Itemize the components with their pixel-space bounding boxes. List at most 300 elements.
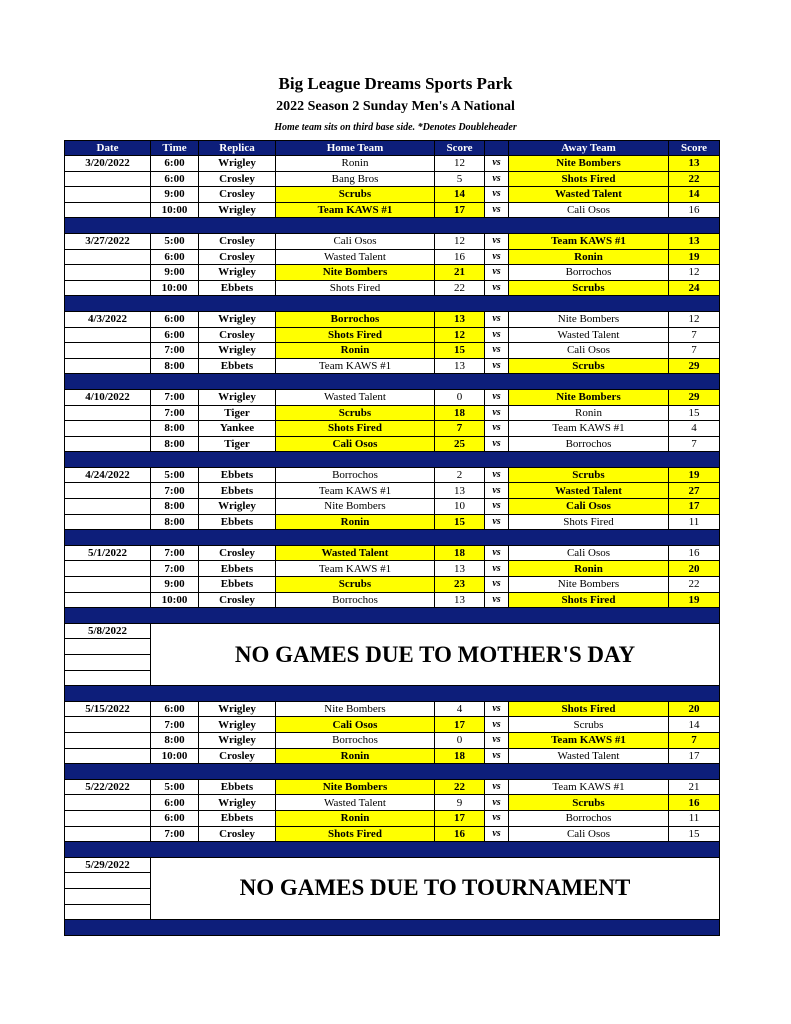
game-time: 7:00 xyxy=(151,717,199,733)
game-time: 10:00 xyxy=(151,202,199,218)
away-score: 16 xyxy=(669,795,720,811)
game-date xyxy=(65,717,151,733)
game-replica-field: Wrigley xyxy=(199,499,276,515)
vs-label: vs xyxy=(485,343,509,359)
game-date xyxy=(65,732,151,748)
game-time: 7:00 xyxy=(151,405,199,421)
vs-label: vs xyxy=(485,810,509,826)
game-row xyxy=(65,483,720,499)
game-time: 8:00 xyxy=(151,436,199,452)
away-score: 16 xyxy=(669,545,720,561)
column-header: Score xyxy=(669,141,720,156)
game-time: 5:00 xyxy=(151,779,199,795)
game-replica-field: Ebbets xyxy=(199,514,276,530)
game-date xyxy=(65,639,151,655)
game-row xyxy=(65,732,720,748)
game-row xyxy=(65,265,720,281)
week-separator xyxy=(65,764,720,780)
game-replica-field: Crosley xyxy=(199,187,276,203)
home-team: Scrubs xyxy=(276,405,435,421)
game-time: 8:00 xyxy=(151,514,199,530)
away-team: Nite Bombers xyxy=(509,577,669,593)
game-replica-field: Crosley xyxy=(199,249,276,265)
game-date xyxy=(65,421,151,437)
away-team: Ronin xyxy=(509,249,669,265)
home-team: Borrochos xyxy=(276,732,435,748)
home-score: 17 xyxy=(435,717,485,733)
vs-label: vs xyxy=(485,405,509,421)
home-team: Shots Fired xyxy=(276,280,435,296)
game-row xyxy=(65,795,720,811)
away-team: Cali Osos xyxy=(509,343,669,359)
game-time: 6:00 xyxy=(151,171,199,187)
game-date: 5/1/2022 xyxy=(65,545,151,561)
game-time: 6:00 xyxy=(151,156,199,172)
game-date xyxy=(65,904,151,920)
separator-bar xyxy=(65,374,720,390)
game-time: 6:00 xyxy=(151,795,199,811)
column-header: Score xyxy=(435,141,485,156)
home-score: 13 xyxy=(435,311,485,327)
away-score: 14 xyxy=(669,187,720,203)
vs-label: vs xyxy=(485,561,509,577)
game-replica-field: Wrigley xyxy=(199,701,276,717)
game-date xyxy=(65,187,151,203)
home-team: Borrochos xyxy=(276,311,435,327)
week-separator xyxy=(65,296,720,312)
away-score: 13 xyxy=(669,233,720,249)
game-time: 5:00 xyxy=(151,467,199,483)
game-date xyxy=(65,655,151,671)
away-score: 13 xyxy=(669,156,720,172)
home-score: 16 xyxy=(435,826,485,842)
home-score: 0 xyxy=(435,732,485,748)
away-score: 11 xyxy=(669,514,720,530)
away-team: Wasted Talent xyxy=(509,483,669,499)
home-team: Shots Fired xyxy=(276,826,435,842)
game-time: 8:00 xyxy=(151,732,199,748)
game-date xyxy=(65,265,151,281)
game-date: 4/3/2022 xyxy=(65,311,151,327)
away-score: 7 xyxy=(669,436,720,452)
game-time: 7:00 xyxy=(151,343,199,359)
away-score: 17 xyxy=(669,499,720,515)
vs-label: vs xyxy=(485,483,509,499)
home-score: 13 xyxy=(435,592,485,608)
vs-label: vs xyxy=(485,701,509,717)
away-team: Scrubs xyxy=(509,358,669,374)
vs-label: vs xyxy=(485,389,509,405)
home-team: Borrochos xyxy=(276,467,435,483)
home-team: Wasted Talent xyxy=(276,389,435,405)
game-time: 6:00 xyxy=(151,701,199,717)
game-replica-field: Crosley xyxy=(199,545,276,561)
game-date xyxy=(65,810,151,826)
game-replica-field: Ebbets xyxy=(199,358,276,374)
vs-label: vs xyxy=(485,187,509,203)
week-separator xyxy=(65,374,720,390)
away-team: Shots Fired xyxy=(509,171,669,187)
home-score: 13 xyxy=(435,483,485,499)
vs-label: vs xyxy=(485,732,509,748)
game-row xyxy=(65,810,720,826)
vs-label: vs xyxy=(485,826,509,842)
home-score: 12 xyxy=(435,233,485,249)
game-replica-field: Crosley xyxy=(199,327,276,343)
home-team: Shots Fired xyxy=(276,421,435,437)
vs-label: vs xyxy=(485,592,509,608)
vs-label: vs xyxy=(485,202,509,218)
game-date xyxy=(65,343,151,359)
game-date xyxy=(65,171,151,187)
game-date xyxy=(65,795,151,811)
game-time: 6:00 xyxy=(151,249,199,265)
game-date: 5/29/2022 xyxy=(65,857,151,873)
week-separator xyxy=(65,686,720,702)
week-separator xyxy=(65,842,720,858)
away-score: 16 xyxy=(669,202,720,218)
home-team: Nite Bombers xyxy=(276,701,435,717)
home-team: Wasted Talent xyxy=(276,249,435,265)
game-row xyxy=(65,405,720,421)
game-time: 10:00 xyxy=(151,748,199,764)
away-team: Team KAWS #1 xyxy=(509,732,669,748)
away-team: Cali Osos xyxy=(509,202,669,218)
away-score: 17 xyxy=(669,748,720,764)
game-time: 9:00 xyxy=(151,187,199,203)
game-row xyxy=(65,343,720,359)
away-score: 20 xyxy=(669,701,720,717)
away-score: 19 xyxy=(669,249,720,265)
home-team: Scrubs xyxy=(276,187,435,203)
away-score: 24 xyxy=(669,280,720,296)
page-title: Big League Dreams Sports Park xyxy=(278,74,513,93)
game-replica-field: Tiger xyxy=(199,405,276,421)
vs-label: vs xyxy=(485,327,509,343)
vs-label: vs xyxy=(485,779,509,795)
game-replica-field: Ebbets xyxy=(199,561,276,577)
game-time: 10:00 xyxy=(151,280,199,296)
home-team: Shots Fired xyxy=(276,327,435,343)
away-team: Shots Fired xyxy=(509,592,669,608)
vs-label: vs xyxy=(485,156,509,172)
vs-label: vs xyxy=(485,748,509,764)
away-team: Wasted Talent xyxy=(509,187,669,203)
notice-row xyxy=(65,623,720,639)
away-score: 4 xyxy=(669,421,720,437)
away-score: 12 xyxy=(669,265,720,281)
home-score: 7 xyxy=(435,421,485,437)
column-header: Time xyxy=(151,141,199,156)
game-date xyxy=(65,514,151,530)
vs-label: vs xyxy=(485,421,509,437)
home-score: 12 xyxy=(435,327,485,343)
game-date xyxy=(65,483,151,499)
game-date xyxy=(65,249,151,265)
home-score: 13 xyxy=(435,561,485,577)
vs-label: vs xyxy=(485,795,509,811)
game-replica-field: Ebbets xyxy=(199,467,276,483)
game-date xyxy=(65,405,151,421)
away-team: Nite Bombers xyxy=(509,311,669,327)
game-replica-field: Ebbets xyxy=(199,483,276,499)
table-header-row xyxy=(65,141,720,156)
game-time: 7:00 xyxy=(151,545,199,561)
vs-label: vs xyxy=(485,249,509,265)
home-score: 25 xyxy=(435,436,485,452)
game-date: 5/15/2022 xyxy=(65,701,151,717)
away-score: 27 xyxy=(669,483,720,499)
game-replica-field: Wrigley xyxy=(199,732,276,748)
home-team: Scrubs xyxy=(276,577,435,593)
vs-label: vs xyxy=(485,311,509,327)
game-date xyxy=(65,499,151,515)
game-replica-field: Wrigley xyxy=(199,795,276,811)
away-score: 19 xyxy=(669,592,720,608)
vs-label: vs xyxy=(485,280,509,296)
game-replica-field: Wrigley xyxy=(199,717,276,733)
game-row xyxy=(65,514,720,530)
column-header xyxy=(485,141,509,156)
home-score: 10 xyxy=(435,499,485,515)
schedule-table xyxy=(64,140,720,936)
game-replica-field: Wrigley xyxy=(199,311,276,327)
away-team: Scrubs xyxy=(509,717,669,733)
game-row xyxy=(65,499,720,515)
separator-bar xyxy=(65,296,720,312)
home-score: 13 xyxy=(435,358,485,374)
week-separator xyxy=(65,218,720,234)
separator-bar xyxy=(65,530,720,546)
game-replica-field: Crosley xyxy=(199,748,276,764)
away-score: 22 xyxy=(669,577,720,593)
game-row xyxy=(65,156,720,172)
game-row xyxy=(65,545,720,561)
week-separator xyxy=(65,920,720,936)
game-time: 8:00 xyxy=(151,421,199,437)
home-team: Team KAWS #1 xyxy=(276,561,435,577)
home-score: 22 xyxy=(435,779,485,795)
game-time: 5:00 xyxy=(151,233,199,249)
page-subtitle: 2022 Season 2 Sunday Men's A National xyxy=(276,99,515,114)
game-row xyxy=(65,436,720,452)
game-date: 5/22/2022 xyxy=(65,779,151,795)
home-score: 23 xyxy=(435,577,485,593)
vs-label: vs xyxy=(485,233,509,249)
away-team: Ronin xyxy=(509,405,669,421)
game-row xyxy=(65,577,720,593)
game-row xyxy=(65,187,720,203)
game-replica-field: Crosley xyxy=(199,826,276,842)
game-row xyxy=(65,826,720,842)
home-score: 2 xyxy=(435,467,485,483)
home-team: Ronin xyxy=(276,810,435,826)
game-row xyxy=(65,202,720,218)
game-date xyxy=(65,561,151,577)
game-date xyxy=(65,202,151,218)
vs-label: vs xyxy=(485,577,509,593)
game-date xyxy=(65,592,151,608)
home-score: 15 xyxy=(435,343,485,359)
vs-label: vs xyxy=(485,514,509,530)
game-date xyxy=(65,888,151,904)
home-team: Team KAWS #1 xyxy=(276,483,435,499)
vs-label: vs xyxy=(485,358,509,374)
game-date: 3/20/2022 xyxy=(65,156,151,172)
week-separator xyxy=(65,452,720,468)
notice-row xyxy=(65,857,720,873)
home-team: Cali Osos xyxy=(276,436,435,452)
game-row xyxy=(65,233,720,249)
home-team: Wasted Talent xyxy=(276,545,435,561)
away-team: Ronin xyxy=(509,561,669,577)
vs-label: vs xyxy=(485,171,509,187)
game-replica-field: Wrigley xyxy=(199,265,276,281)
column-header: Home Team xyxy=(276,141,435,156)
game-time: 6:00 xyxy=(151,327,199,343)
separator-bar xyxy=(65,452,720,468)
game-replica-field: Yankee xyxy=(199,421,276,437)
game-replica-field: Ebbets xyxy=(199,280,276,296)
away-team: Nite Bombers xyxy=(509,156,669,172)
game-row xyxy=(65,421,720,437)
vs-label: vs xyxy=(485,545,509,561)
game-time: 8:00 xyxy=(151,499,199,515)
home-score: 16 xyxy=(435,249,485,265)
home-score: 14 xyxy=(435,187,485,203)
away-team: Team KAWS #1 xyxy=(509,233,669,249)
game-time: 7:00 xyxy=(151,389,199,405)
home-score: 4 xyxy=(435,701,485,717)
game-row xyxy=(65,592,720,608)
game-replica-field: Crosley xyxy=(199,171,276,187)
away-team: Scrubs xyxy=(509,467,669,483)
game-row xyxy=(65,467,720,483)
vs-label: vs xyxy=(485,467,509,483)
away-score: 29 xyxy=(669,358,720,374)
game-time: 8:00 xyxy=(151,358,199,374)
away-score: 19 xyxy=(669,467,720,483)
game-row xyxy=(65,171,720,187)
home-team: Ronin xyxy=(276,514,435,530)
game-date: 3/27/2022 xyxy=(65,233,151,249)
home-score: 22 xyxy=(435,280,485,296)
game-date xyxy=(65,873,151,889)
away-score: 11 xyxy=(669,810,720,826)
schedule-body xyxy=(65,156,720,936)
away-team: Shots Fired xyxy=(509,514,669,530)
column-header: Replica xyxy=(199,141,276,156)
vs-label: vs xyxy=(485,436,509,452)
home-team: Bang Bros xyxy=(276,171,435,187)
game-date xyxy=(65,436,151,452)
away-team: Scrubs xyxy=(509,795,669,811)
home-team: Ronin xyxy=(276,156,435,172)
home-score: 9 xyxy=(435,795,485,811)
away-team: Wasted Talent xyxy=(509,748,669,764)
game-replica-field: Wrigley xyxy=(199,202,276,218)
separator-bar xyxy=(65,842,720,858)
vs-label: vs xyxy=(485,499,509,515)
home-score: 21 xyxy=(435,265,485,281)
home-score: 18 xyxy=(435,748,485,764)
game-row xyxy=(65,389,720,405)
home-score: 18 xyxy=(435,545,485,561)
game-time: 9:00 xyxy=(151,577,199,593)
home-score: 0 xyxy=(435,389,485,405)
game-replica-field: Ebbets xyxy=(199,577,276,593)
game-time: 6:00 xyxy=(151,810,199,826)
separator-bar xyxy=(65,608,720,624)
game-time: 7:00 xyxy=(151,561,199,577)
home-team: Cali Osos xyxy=(276,233,435,249)
away-score: 20 xyxy=(669,561,720,577)
game-row xyxy=(65,717,720,733)
away-team: Cali Osos xyxy=(509,826,669,842)
separator-bar xyxy=(65,920,720,936)
game-replica-field: Wrigley xyxy=(199,389,276,405)
column-header: Date xyxy=(65,141,151,156)
game-replica-field: Ebbets xyxy=(199,779,276,795)
game-time: 9:00 xyxy=(151,265,199,281)
home-team: Ronin xyxy=(276,748,435,764)
game-row xyxy=(65,327,720,343)
game-time: 7:00 xyxy=(151,826,199,842)
game-date xyxy=(65,577,151,593)
vs-label: vs xyxy=(485,717,509,733)
game-row xyxy=(65,561,720,577)
away-team: Wasted Talent xyxy=(509,327,669,343)
away-score: 7 xyxy=(669,327,720,343)
away-team: Team KAWS #1 xyxy=(509,779,669,795)
game-row xyxy=(65,311,720,327)
separator-bar xyxy=(65,686,720,702)
separator-bar xyxy=(65,218,720,234)
game-replica-field: Tiger xyxy=(199,436,276,452)
game-replica-field: Crosley xyxy=(199,592,276,608)
game-date: 4/10/2022 xyxy=(65,389,151,405)
away-team: Borrochos xyxy=(509,265,669,281)
away-team: Cali Osos xyxy=(509,545,669,561)
no-games-notice: NO GAMES DUE TO TOURNAMENT xyxy=(151,857,720,919)
game-row xyxy=(65,701,720,717)
game-replica-field: Crosley xyxy=(199,233,276,249)
away-score: 12 xyxy=(669,311,720,327)
game-date xyxy=(65,280,151,296)
home-team: Team KAWS #1 xyxy=(276,202,435,218)
game-time: 7:00 xyxy=(151,483,199,499)
away-score: 7 xyxy=(669,732,720,748)
game-date: 5/8/2022 xyxy=(65,623,151,639)
home-team: Ronin xyxy=(276,343,435,359)
away-team: Cali Osos xyxy=(509,499,669,515)
week-separator xyxy=(65,608,720,624)
home-team: Nite Bombers xyxy=(276,265,435,281)
week-separator xyxy=(65,530,720,546)
game-time: 10:00 xyxy=(151,592,199,608)
away-team: Shots Fired xyxy=(509,701,669,717)
away-score: 15 xyxy=(669,405,720,421)
separator-bar xyxy=(65,764,720,780)
home-team: Nite Bombers xyxy=(276,779,435,795)
home-score: 18 xyxy=(435,405,485,421)
game-row xyxy=(65,358,720,374)
schedule-note: Home team sits on third base side. *Denotes Doubleheader xyxy=(274,122,517,133)
home-score: 17 xyxy=(435,202,485,218)
home-score: 15 xyxy=(435,514,485,530)
game-date xyxy=(65,826,151,842)
game-row xyxy=(65,280,720,296)
